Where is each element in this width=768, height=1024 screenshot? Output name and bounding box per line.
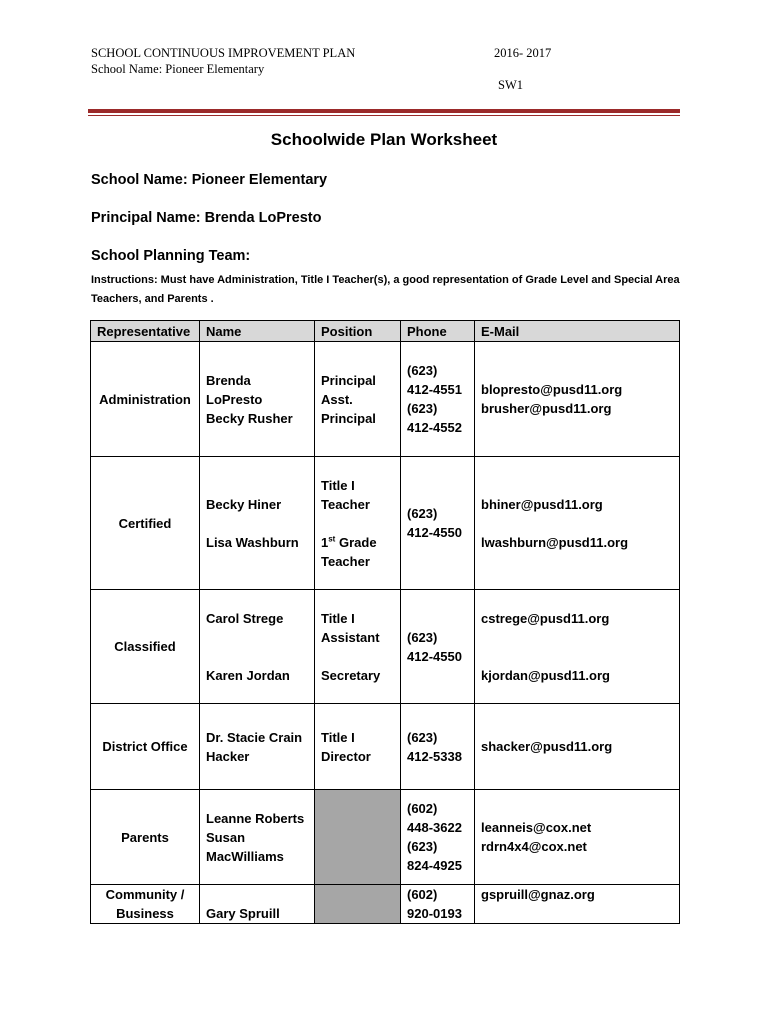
email-cell: cstrege@pusd11.org kjordan@pusd11.org (475, 590, 680, 704)
table-row (91, 704, 680, 790)
email-cell: leanneis@cox.net rdrn4x4@cox.net (475, 790, 680, 885)
header-phone: Phone (401, 321, 475, 342)
representative-cell: Certified (91, 457, 200, 590)
header-name: Name (200, 321, 315, 342)
representative-cell: Administration (91, 342, 200, 457)
position-cell: Title I Director (315, 704, 401, 790)
table-row (91, 342, 680, 457)
position-line: Teacher (321, 553, 370, 569)
table-header-row (91, 321, 680, 342)
phone-cell: (623) 412-4550 (401, 457, 475, 590)
name-cell: Leanne Roberts Susan MacWilliams (200, 790, 315, 885)
principal-name-line: Principal Name: Brenda LoPresto (91, 210, 322, 226)
representative-cell: Classified (91, 590, 200, 704)
name-cell: Becky Hiner Lisa Washburn (200, 457, 315, 590)
phone-cell: (602) 920-0193 (401, 885, 475, 924)
plan-code: SW1 (498, 78, 523, 92)
phone-cell: (623) 412-5338 (401, 704, 475, 790)
plan-year: 2016- 2017 (494, 46, 552, 60)
header-email: E-Mail (475, 321, 680, 342)
header-rule-thick (88, 109, 680, 113)
representative-cell: Parents (91, 790, 200, 885)
name-cell: Gary Spruill (200, 885, 315, 924)
representative-cell: District Office (91, 704, 200, 790)
table-row (91, 457, 680, 590)
position-cell (315, 457, 401, 590)
phone-cell: (602) 448-3622 (623) 824-4925 (401, 790, 475, 885)
header-representative: Representative (91, 321, 200, 342)
school-name-line: School Name: Pioneer Elementary (91, 172, 328, 188)
table-row (91, 590, 680, 704)
table-row (91, 885, 680, 924)
email-cell: blopresto@pusd11.org brusher@pusd11.org (475, 342, 680, 457)
phone-cell: (623) 412-4550 (401, 590, 475, 704)
position-line: 1st Grade (321, 534, 377, 550)
representative-cell: Community / Business (91, 885, 200, 924)
name-cell: Dr. Stacie Crain Hacker (200, 704, 315, 790)
position-cell: Title I Assistant Secretary (315, 590, 401, 704)
planning-team-heading: School Planning Team: (91, 248, 251, 264)
position-cell-shaded (315, 885, 401, 924)
instructions-text: Instructions: Must have Administration, Title I Teacher(s), a good representation of Grade Level and Special Area Teachers, and Parents . (91, 274, 680, 305)
name-cell: Carol Strege Karen Jordan (200, 590, 315, 704)
phone-cell: (623) 412-4551 (623) 412-4552 (401, 342, 475, 457)
position-line: Title I (321, 477, 355, 493)
email-cell: bhiner@pusd11.org lwashburn@pusd11.org (475, 457, 680, 590)
position-line: Teacher (321, 496, 370, 512)
header-position: Position (315, 321, 401, 342)
position-cell-shaded (315, 790, 401, 885)
name-cell: Brenda LoPresto Becky Rusher (200, 342, 315, 457)
table-row (91, 790, 680, 885)
planning-team-table (90, 320, 680, 924)
header-school-name: School Name: Pioneer Elementary (91, 62, 265, 76)
position-cell: Principal Asst. Principal (315, 342, 401, 457)
header-rule-thin (88, 115, 680, 116)
document-title: Schoolwide Plan Worksheet (270, 130, 498, 149)
email-cell: gspruill@gnaz.org (475, 885, 680, 924)
plan-title: SCHOOL CONTINUOUS IMPROVEMENT PLAN (91, 46, 356, 60)
email-cell: shacker@pusd11.org (475, 704, 680, 790)
